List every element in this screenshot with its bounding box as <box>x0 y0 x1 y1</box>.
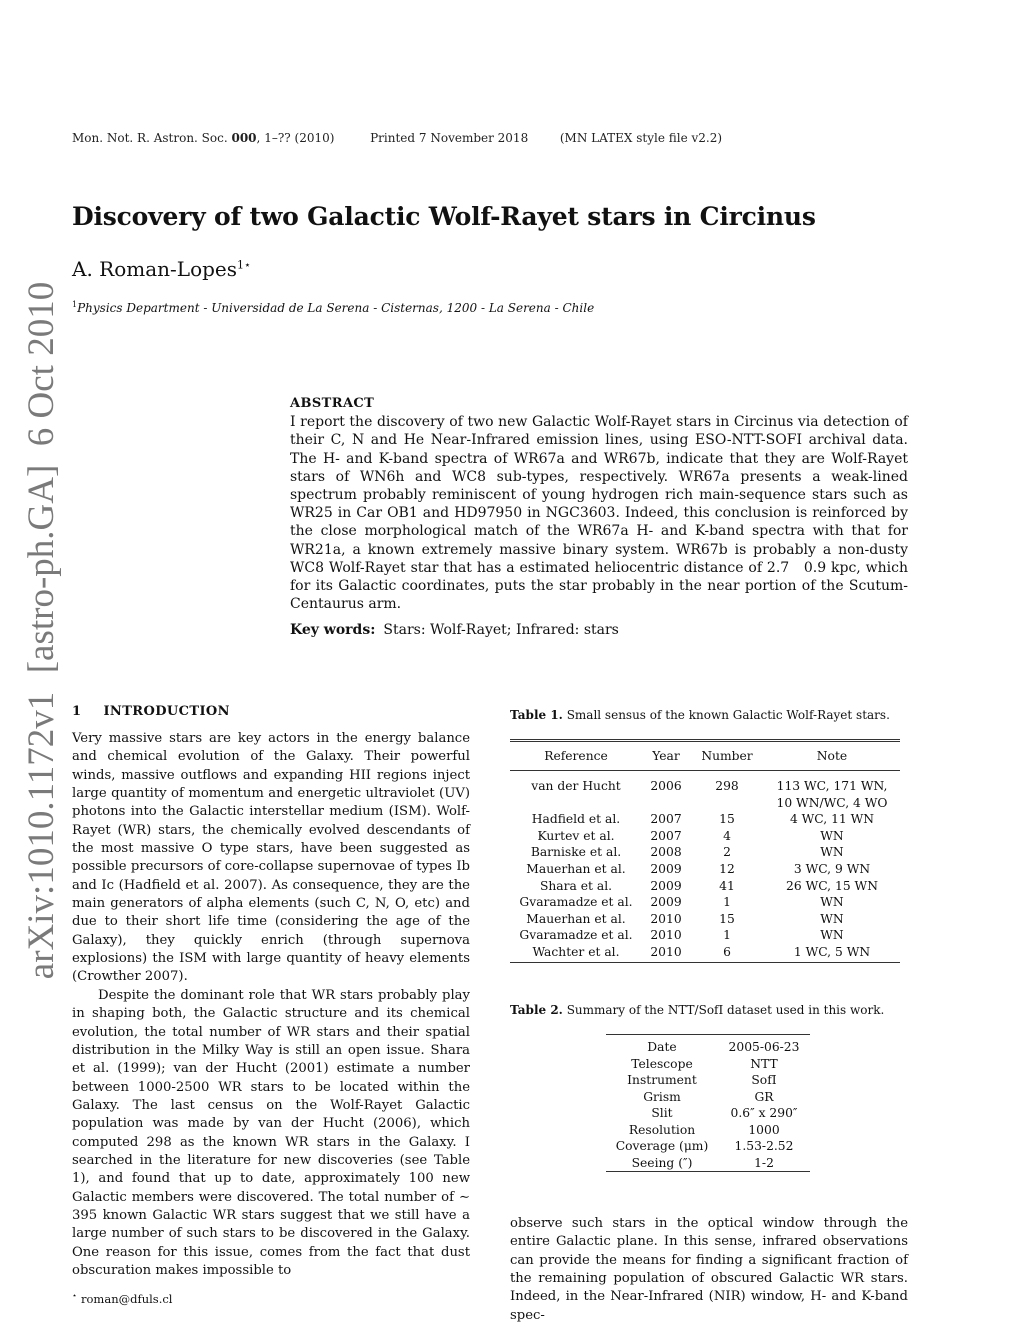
table1-caption <box>510 708 890 722</box>
table-cell: Kurtev et al. <box>537 828 615 843</box>
table-cell: 1 <box>723 895 731 910</box>
table-cell: Coverage (μm) <box>615 1139 709 1154</box>
table-cell: 15 <box>719 911 735 926</box>
table-row <box>510 812 900 829</box>
table-row <box>510 862 900 879</box>
table-cell: 15 <box>719 812 735 827</box>
table-cell: Grism <box>643 1089 681 1104</box>
latex-style-note: (MN LATEX style file v2.2) <box>559 131 723 145</box>
abstract-heading: ABSTRACT <box>290 396 375 411</box>
table-cell: Wachter et al. <box>532 944 620 959</box>
keywords-text: Stars: Wolf-Rayet; Infrared: stars <box>383 622 619 638</box>
table-cell: 298 <box>715 779 739 793</box>
table-cell: 2009 <box>650 895 682 910</box>
table-row <box>510 945 900 962</box>
table-cell: Instrument <box>627 1073 697 1088</box>
table-cell: 12 <box>719 861 735 876</box>
author-line <box>72 257 251 281</box>
footnote-mark: ⋆ <box>72 1291 78 1300</box>
paragraph: observe such stars in the optical window through the entire Galactic plane. In this sense, infrared observations can provide the means for finding a significant fraction of the remaining population of obscured Galactic WR stars. Indeed, in the Near-Infrared (NIR) window, H- and K-band spec- <box>510 1216 908 1323</box>
author-mark: 1⋆ <box>237 258 251 272</box>
table-cell: Seeing (″) <box>631 1155 693 1170</box>
table-cell: 113 WC, 171 WN, <box>776 779 888 793</box>
arxiv-identifier: arXiv:1010.1172v1 [astro-ph.GA] 6 Oct 2010 <box>21 281 63 979</box>
table-cell: 41 <box>719 878 735 893</box>
paper-title: Discovery of two Galactic Wolf-Rayet stars in Circinus <box>72 202 816 231</box>
table-cell: Mauerhan et al. <box>526 861 626 876</box>
table-cell: 2010 <box>650 911 682 926</box>
table-cell: 2008 <box>650 845 682 860</box>
table-cell: 0.6″ x 290″ <box>730 1106 798 1121</box>
table-cell: 1 <box>723 928 731 943</box>
section-title: INTRODUCTION <box>103 704 230 719</box>
table-cell: Barniske et al. <box>530 845 622 860</box>
table-cell: 2 <box>723 845 731 860</box>
table1 <box>510 739 900 963</box>
table-cell: WN <box>820 911 844 926</box>
table-cell: 2009 <box>650 861 682 876</box>
table-cell: WN <box>820 928 844 943</box>
left-column-text <box>72 730 470 1280</box>
table-cell: Date <box>647 1040 677 1055</box>
table-cell: 2005-06-23 <box>728 1040 800 1055</box>
keywords-line <box>290 622 908 638</box>
table-row <box>510 895 900 912</box>
footnote <box>72 1291 172 1306</box>
table-cell: van der Hucht <box>531 779 621 793</box>
table-cell: 2009 <box>650 878 682 893</box>
table-cell: SofI <box>751 1073 777 1088</box>
table-cell: 1-2 <box>754 1155 774 1170</box>
keywords-label: Key words: <box>290 622 376 638</box>
table-cell: Gvaramadze et al. <box>519 895 633 910</box>
column-header: Year <box>642 741 690 771</box>
table-cell: 4 WC, 11 WN <box>789 812 875 827</box>
paragraph: Despite the dominant role that WR stars probably play in shaping both, the Galactic structure and its chemical evolution, the total number of WR stars and their spatial distribution in the Milky Way is still an open issue. Shara et al. (1999); van der Hucht (2001) estimate a number between 1000-2500 WR stars to be located within the Galaxy. The last census on the Wolf-Rayet Galactic population was made by van der Hucht (2006), which computed 298 as the known WR stars in the Galaxy. I searched in the literature for new discoveries (see Table 1), and found that up to date, approximately 100 new Galactic members were discovered. The total number of ∼ 395 known Galactic WR stars suggest that we still have a large number of such stars to be discovered in the Galaxy. One reason for this issue, comes from the fact that dust obscuration makes impossible to <box>72 987 470 1278</box>
table-row <box>606 1155 810 1172</box>
table-cell: GR <box>754 1089 774 1104</box>
column-header: Number <box>690 741 764 771</box>
table-cell: 2010 <box>650 944 682 959</box>
section-number: 1 <box>72 704 82 719</box>
table-cell: 2006 <box>650 779 682 793</box>
table-row <box>510 829 900 846</box>
running-header: Mon. Not. R. Astron. Soc. 000, 1–?? (2010) Printed 7 November 2018 (MN LATEX style file v2.2) <box>72 131 723 145</box>
table-row <box>606 1122 810 1139</box>
table-cell: WN <box>820 828 844 843</box>
journal-pages: 1–?? <box>264 131 291 145</box>
table-header-row <box>510 741 900 771</box>
section-heading <box>72 704 230 719</box>
table-row <box>606 1072 810 1089</box>
table-cell: 26 WC, 15 WN <box>786 878 878 893</box>
table-row <box>510 912 900 929</box>
table-cell: 1000 <box>748 1122 780 1137</box>
table-cell: Telescope <box>631 1056 693 1071</box>
arxiv-watermark <box>14 281 70 979</box>
table-cell: Mauerhan et al. <box>526 911 626 926</box>
table-cell: 3 WC, 9 WN <box>793 861 871 876</box>
table-cell: 10 WN/WC, 4 WO <box>776 795 888 810</box>
table-cell: Slit <box>651 1106 673 1121</box>
table-row <box>606 1138 810 1155</box>
abstract-block <box>290 395 913 613</box>
table-cell: WN <box>820 845 844 860</box>
table2 <box>606 1034 810 1172</box>
table-row <box>606 1056 810 1073</box>
journal-name: Mon. Not. R. Astron. Soc. <box>72 131 228 145</box>
printed-date: Printed 7 November 2018 <box>370 131 529 145</box>
column-header: Note <box>764 741 900 771</box>
table-cell: 2007 <box>650 828 682 843</box>
table-cell: Hadfield et al. <box>531 812 621 827</box>
table-cell: 2007 <box>650 812 682 827</box>
right-column-text <box>510 1215 908 1325</box>
table-cell: 4 <box>723 828 731 843</box>
table-cell: 2010 <box>650 928 682 943</box>
table-cell: 6 <box>723 944 731 959</box>
table-row <box>606 1089 810 1106</box>
affiliation <box>72 300 594 315</box>
table-cell: Shara et al. <box>539 878 613 893</box>
column-header: Reference <box>510 741 642 771</box>
table-cell: 1.53-2.52 <box>734 1139 794 1154</box>
journal-volume: 000 <box>231 131 257 145</box>
journal-year: (2010) <box>294 131 335 145</box>
table-cell: WN <box>820 895 844 910</box>
table2-label: Table 2. <box>510 1003 563 1017</box>
author-name: A. Roman-Lopes <box>72 257 238 281</box>
table-cell: NTT <box>750 1056 778 1071</box>
affiliation-mark: 1 <box>72 300 78 309</box>
table-row <box>606 1105 810 1122</box>
table-row <box>510 771 900 796</box>
abstract-text: I report the discovery of two new Galactic Wolf-Rayet stars in Circinus via detection of their C, N and He Near-Infrared emission lines, using ESO-NTT-SOFI archival data. The H- and K-band spectra of WR67a and WR67b, indicate that they are Wolf-Rayet stars of WN6h and WC8 sub-types, respectively. WR67a presents a weak-lined spectrum probably reminiscent of young hydrogen rich main-sequence stars such as WR25 in Car OB1 and HD97950 in NGC3603. Indeed, this conclusion is reinforced by the close morphological match of the WR67a H- and K-band spectra with that for WR21a, a known extremely massive binary system. WR67b is probably a non-dusty WC8 Wolf-Rayet star that has a estimated heliocentric distance of 2.7 0.9 kpc, which for its Galactic coordinates, puts the star probably in the near portion of the Scutum-Centaurus arm. <box>290 414 913 613</box>
table2-caption <box>510 1003 884 1017</box>
table-cell: Resolution <box>628 1122 696 1137</box>
table-row <box>510 796 900 813</box>
table-cell: 1 WC, 5 WN <box>793 944 871 959</box>
table-row <box>606 1035 810 1056</box>
paragraph: Very massive stars are key actors in the energy balance and chemical evolution of the Galaxy. Their powerful winds, massive outflows and expanding HII regions inject large quantity of momentum and energetic ultraviolet (UV) photons into the Galactic interstellar medium (ISM). Wolf-Rayet (WR) stars, the chemically evolved descendants of the most massive O type stars, have been suggested as possible precursors of core-collapse supernovae of types Ib and Ic (Hadfield et al. 2007). As consequence, they are the main generators of alpha elements (such C, N, O, etc) and due to their short life time (considering the age of the Galaxy), they quickly enrich (through supernova explosions) the ISM with large quantity of heavy elements (Crowther 2007). <box>72 731 470 985</box>
table-row <box>510 879 900 896</box>
affiliation-text: Physics Department - Universidad de La Serena - Cisternas, 1200 - La Serena - Chile <box>77 301 595 315</box>
footnote-email: roman@dfuls.cl <box>81 1291 173 1306</box>
table-row <box>510 845 900 862</box>
table1-label: Table 1. <box>510 708 563 722</box>
table2-caption-text: Summary of the NTT/SofI dataset used in this work. <box>566 1003 885 1017</box>
table-row <box>510 928 900 945</box>
table1-caption-text: Small sensus of the known Galactic Wolf-Rayet stars. <box>566 708 890 722</box>
table-cell: Gvaramadze et al. <box>519 928 633 943</box>
